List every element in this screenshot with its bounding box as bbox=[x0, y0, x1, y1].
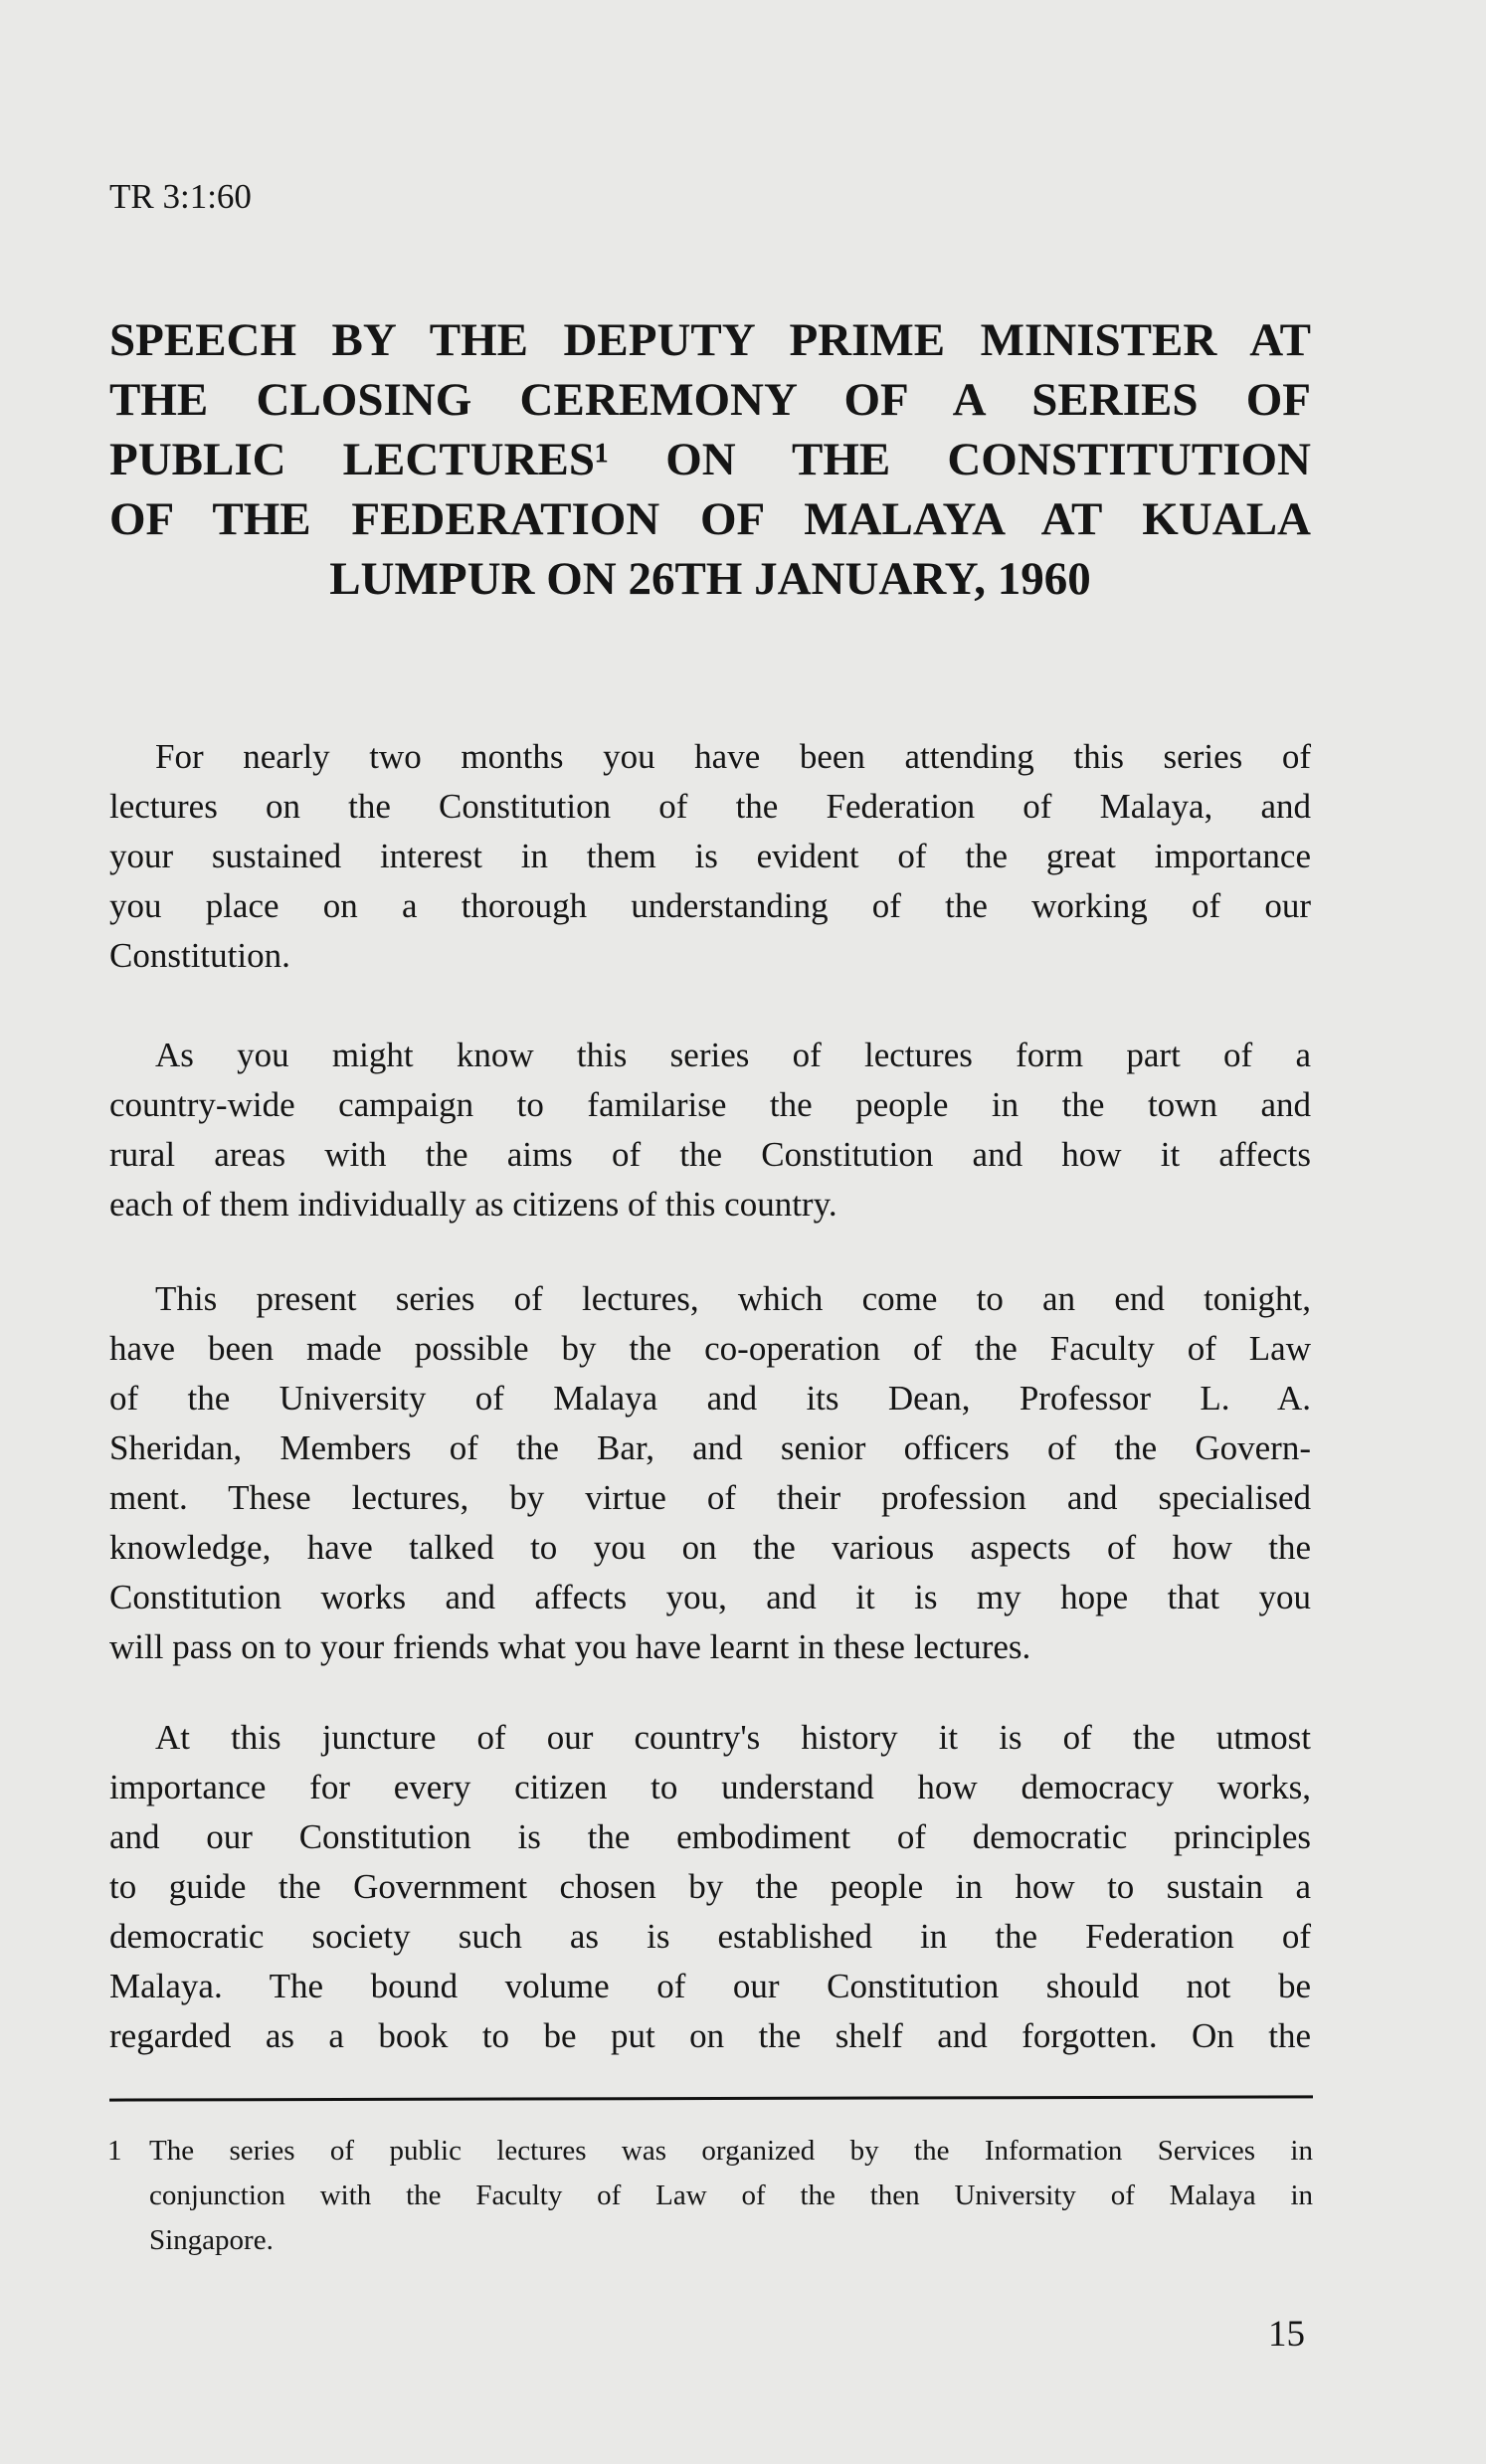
paragraph-line: importance for every citizen to understand how democracy works, bbox=[109, 1768, 1311, 1806]
paragraph-line: your sustained interest in them is evident of the great importance bbox=[109, 837, 1311, 875]
paragraph-line: Constitution. bbox=[109, 936, 290, 975]
title-line: OF THE FEDERATION OF MALAYA AT KUALA bbox=[109, 493, 1311, 545]
paragraph-line: each of them individually as citizens of this country. bbox=[109, 1185, 837, 1224]
paragraph-line: regarded as a book to be put on the shelf and forgotten. On the bbox=[109, 2016, 1311, 2055]
paragraph-1 bbox=[109, 732, 1311, 981]
footnote-number: 1 bbox=[107, 2135, 122, 2167]
title-line: THE CLOSING CEREMONY OF A SERIES OF bbox=[109, 374, 1311, 426]
page-number: 15 bbox=[1268, 2314, 1305, 2355]
paragraph-line: Constitution works and affects you, and it is my hope that you bbox=[109, 1578, 1311, 1616]
paragraph-line: Sheridan, Members of the Bar, and senior officers of the Govern- bbox=[109, 1428, 1311, 1467]
paragraph-line: to guide the Government chosen by the people in how to sustain a bbox=[109, 1867, 1311, 1906]
document-reference: TR 3:1:60 bbox=[109, 177, 252, 216]
paragraph-line: country-wide campaign to familarise the people in the town and bbox=[109, 1085, 1311, 1124]
title-line: LUMPUR ON 26TH JANUARY, 1960 bbox=[329, 553, 1091, 605]
footnote-line: conjunction with the Faculty of Law of the then University of Malaya in bbox=[149, 2180, 1313, 2211]
footnote-line: The series of public lectures was organized by the Information Services in bbox=[149, 2135, 1313, 2167]
paragraph-line: democratic society such as is established in the Federation of bbox=[109, 1917, 1311, 1956]
paragraph-line: ment. These lectures, by virtue of their profession and specialised bbox=[109, 1478, 1311, 1517]
paragraph-line: As you might know this series of lectures form part of a bbox=[155, 1036, 1311, 1074]
paragraph-line: have been made possible by the co-operation of the Faculty of Law bbox=[109, 1329, 1311, 1368]
paragraph-line: Malaya. The bound volume of our Constitution should not be bbox=[109, 1967, 1311, 2005]
paragraph-3 bbox=[109, 1274, 1311, 1672]
paragraph-line: and our Constitution is the embodiment of democratic principles bbox=[109, 1817, 1311, 1856]
footnote bbox=[107, 2129, 1313, 2263]
title-line: PUBLIC LECTURES¹ ON THE CONSTITUTION bbox=[109, 434, 1311, 485]
footnote-line: Singapore. bbox=[149, 2224, 274, 2256]
paragraph-line: of the University of Malaya and its Dean, Professor L. A. bbox=[109, 1379, 1311, 1418]
paragraph-line: you place on a thorough understanding of the working of our bbox=[109, 886, 1311, 925]
paragraph-line: This present series of lectures, which come to an end tonight, bbox=[155, 1279, 1311, 1318]
paragraph-line: will pass on to your friends what you have learnt in these lectures. bbox=[109, 1627, 1031, 1666]
paragraph-4 bbox=[109, 1713, 1311, 2061]
paragraph-line: knowledge, have talked to you on the various aspects of how the bbox=[109, 1528, 1311, 1567]
paragraph-line: rural areas with the aims of the Constitution and how it affects bbox=[109, 1135, 1311, 1174]
paragraph-2 bbox=[109, 1031, 1311, 1230]
footnote-divider bbox=[109, 2095, 1313, 2101]
paragraph-line: lectures on the Constitution of the Federation of Malaya, and bbox=[109, 787, 1311, 826]
speech-title bbox=[109, 310, 1311, 609]
paragraph-line: At this juncture of our country's history it is of the utmost bbox=[155, 1718, 1311, 1757]
paragraph-line: For nearly two months you have been attending this series of bbox=[155, 737, 1311, 776]
title-line: SPEECH BY THE DEPUTY PRIME MINISTER AT bbox=[109, 314, 1311, 366]
